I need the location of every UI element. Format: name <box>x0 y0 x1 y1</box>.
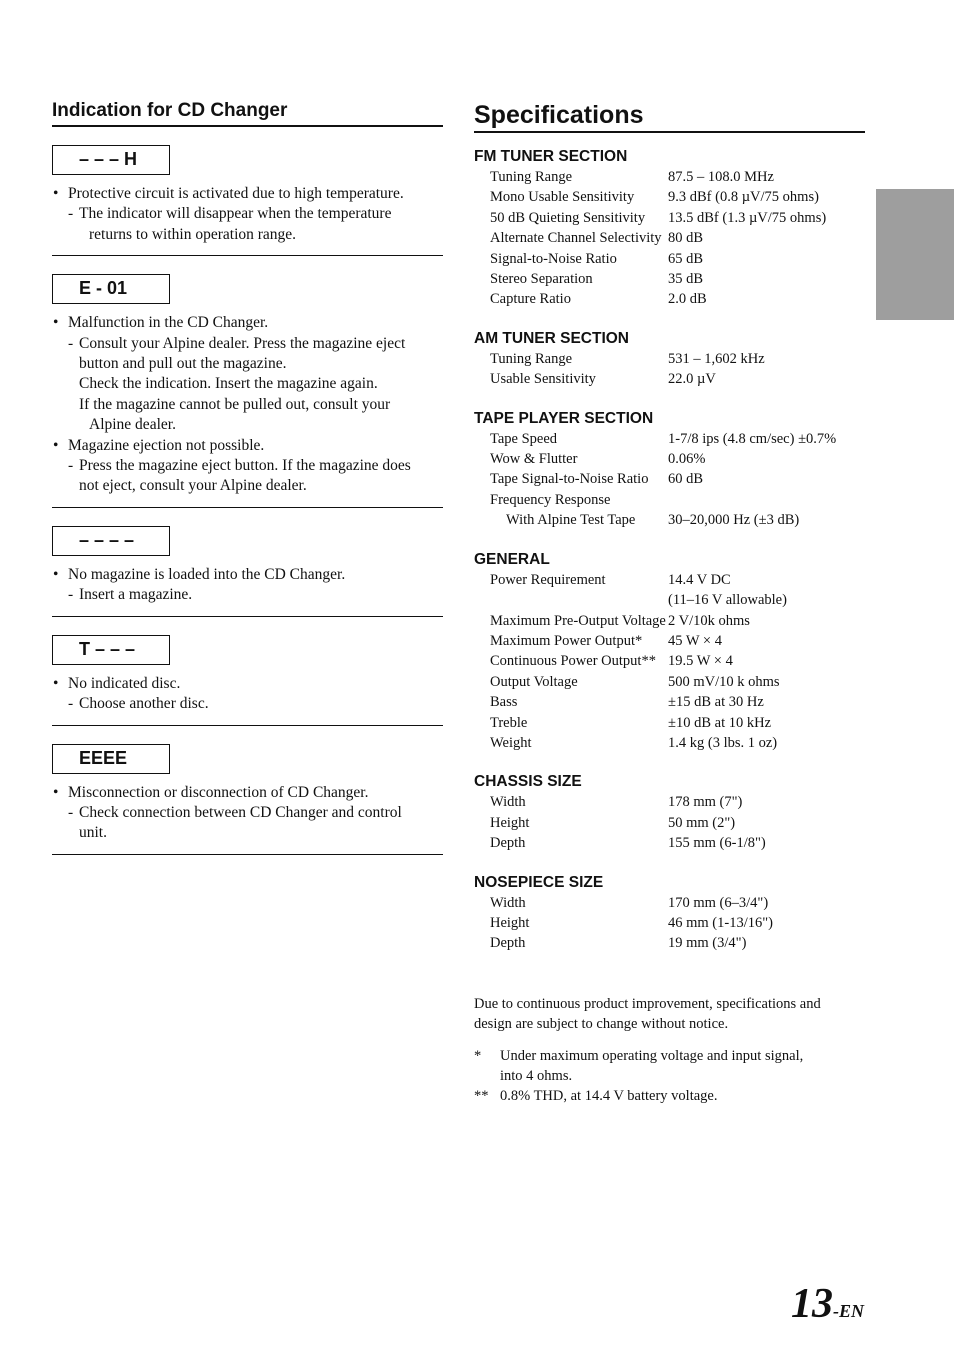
spec-row <box>474 713 865 733</box>
spec-row <box>474 429 865 449</box>
spec-value: 35 dB <box>668 271 704 288</box>
footnote-line <box>474 1066 865 1086</box>
spec-value: 0.06% <box>668 451 706 468</box>
spec-value: 2.0 dB <box>668 291 707 308</box>
spec-row <box>474 833 865 853</box>
spec-label: Output Voltage <box>490 673 578 690</box>
indication-line: Check the indication. Insert the magazine again. <box>79 375 378 393</box>
spec-label: Bass <box>490 694 518 711</box>
spec-section <box>474 772 865 853</box>
specifications-heading: Specifications <box>474 100 865 133</box>
spec-value: 19 mm (3/4") <box>668 935 747 952</box>
spec-label: Usable Sensitivity <box>490 371 596 388</box>
spec-label: Maximum Pre-Output Voltage <box>490 612 666 629</box>
notice-line: Due to continuous product improvement, specifications and <box>474 995 821 1012</box>
indication-text <box>52 565 443 616</box>
indication-block <box>52 256 443 508</box>
indication-code-box: T – – – <box>52 635 170 665</box>
spec-label: Height <box>490 914 530 931</box>
spec-value: ±10 dB at 10 kHz <box>668 714 772 731</box>
indication-line: - Press the magazine eject button. If the magazine does <box>52 456 443 476</box>
spec-value: 22.0 µV <box>668 371 716 388</box>
spec-section <box>474 409 865 531</box>
spec-row <box>474 733 865 753</box>
indication-line: - The indicator will disappear when the temperature <box>52 204 443 224</box>
spec-label: Width <box>490 794 526 811</box>
indication-line: - Consult your Alpine dealer. Press the magazine eject <box>52 334 443 354</box>
spec-section-title: AM TUNER SECTION <box>474 329 629 347</box>
spec-value: 1.4 kg (3 lbs. 1 oz) <box>668 734 778 751</box>
page-number-suffix: -EN <box>833 1301 864 1321</box>
spec-label: Wow & Flutter <box>490 451 578 468</box>
footnote-text: into 4 ohms. <box>500 1068 573 1084</box>
indication-line: • No indicated disc. <box>52 674 443 694</box>
spec-row <box>474 672 865 692</box>
spec-label: Frequency Response <box>490 491 611 508</box>
spec-row <box>474 510 865 530</box>
spec-section-title: FM TUNER SECTION <box>474 148 628 165</box>
spec-label: Height <box>490 814 530 831</box>
spec-section <box>474 147 865 310</box>
spec-notice <box>474 994 865 1035</box>
footnotes <box>474 1046 865 1107</box>
indication-code-box: – – – H <box>52 145 170 175</box>
indication-block <box>52 617 443 726</box>
indication-line: button and pull out the magazine. <box>79 355 287 373</box>
spec-value <box>668 490 865 510</box>
spec-row <box>474 289 865 309</box>
indication-line: returns to within operation range. <box>89 225 297 243</box>
indication-line: - Check connection between CD Changer and control <box>52 803 443 823</box>
indication-block <box>52 508 443 617</box>
indication-blocks <box>52 127 443 855</box>
indication-line: unit. <box>79 824 107 842</box>
spec-row <box>474 933 865 953</box>
spec-label: Mono Usable Sensitivity <box>490 189 635 206</box>
spec-row <box>474 913 865 933</box>
notice-line: design are subject to change without notice. <box>474 1016 729 1033</box>
indication-line: • Protective circuit is activated due to high temperature. <box>52 184 443 204</box>
spec-value: 1-7/8 ips (4.8 cm/sec) ±0.7% <box>668 430 837 447</box>
spec-section <box>474 329 865 390</box>
spec-value: 13.5 dBf (1.3 µV/75 ohms) <box>668 209 827 226</box>
spec-row <box>474 269 865 289</box>
spec-row <box>474 651 865 671</box>
spec-label: Tuning Range <box>490 350 573 367</box>
indication-line: • Malfunction in the CD Changer. <box>52 313 443 333</box>
spec-row <box>474 208 865 228</box>
spec-section-title: NOSEPIECE SIZE <box>474 873 604 891</box>
spec-row <box>474 813 865 833</box>
spec-section-title: CHASSIS SIZE <box>474 773 582 791</box>
spec-label: Tape Speed <box>490 430 558 447</box>
spec-label <box>474 590 668 610</box>
indication-line: • No magazine is loaded into the CD Changer. <box>52 565 443 585</box>
spec-label: 50 dB Quieting Sensitivity <box>490 209 646 226</box>
spec-section <box>474 873 865 954</box>
spec-label: Capture Ratio <box>490 291 571 308</box>
spec-row <box>474 228 865 248</box>
cd-changer-heading: Indication for CD Changer <box>52 100 443 127</box>
spec-label: Depth <box>490 835 526 852</box>
spec-value: (11–16 V allowable) <box>668 592 787 609</box>
indication-text <box>52 184 443 255</box>
spec-label: Width <box>490 894 526 911</box>
spec-value: 19.5 W × 4 <box>668 653 733 670</box>
indication-text <box>52 674 443 725</box>
page-number <box>791 1280 864 1328</box>
cd-changer-indication-column <box>52 100 443 855</box>
spec-value: 2 V/10k ohms <box>668 612 750 629</box>
section-tab-marker <box>876 189 954 320</box>
footnote-line <box>474 1086 865 1106</box>
spec-section <box>474 550 865 754</box>
spec-row <box>474 449 865 469</box>
spec-row <box>474 893 865 913</box>
spec-value: 46 mm (1-13/16") <box>668 914 773 931</box>
indication-code-box: – – – – <box>52 526 170 556</box>
spec-value: 87.5 – 108.0 MHz <box>668 169 774 185</box>
indication-line: • Magazine ejection not possible. <box>52 436 443 456</box>
spec-row <box>474 349 865 369</box>
spec-row <box>474 249 865 269</box>
footnote-text: Under maximum operating voltage and input signal, <box>500 1047 804 1064</box>
spec-row <box>474 490 865 510</box>
indication-line: - Choose another disc. <box>52 694 443 714</box>
spec-section-title: GENERAL <box>474 550 550 568</box>
spec-row <box>474 631 865 651</box>
spec-value: ±15 dB at 30 Hz <box>668 694 764 711</box>
spec-value: 60 dB <box>668 471 704 488</box>
spec-value: 178 mm (7") <box>668 794 743 811</box>
spec-label: Power Requirement <box>490 571 606 588</box>
spec-value: 45 W × 4 <box>668 632 722 649</box>
footnote-text: 0.8% THD, at 14.4 V battery voltage. <box>500 1088 718 1105</box>
indication-block <box>52 127 443 256</box>
spec-value: 9.3 dBf (0.8 µV/75 ohms) <box>668 189 819 206</box>
spec-value: 65 dB <box>668 250 704 267</box>
page-number-value: 13 <box>791 1281 833 1327</box>
footnote-line <box>474 1046 865 1066</box>
spec-label: Signal-to-Noise Ratio <box>490 250 617 267</box>
spec-row <box>474 369 865 389</box>
spec-value: 14.4 V DC <box>668 571 731 588</box>
footnote-mark <box>474 1066 500 1086</box>
spec-label: Alternate Channel Selectivity <box>490 230 662 247</box>
spec-row <box>474 611 865 631</box>
spec-value: 80 dB <box>668 230 704 247</box>
spec-label: Stereo Separation <box>490 271 593 288</box>
spec-label: Weight <box>490 734 532 751</box>
spec-row <box>474 792 865 812</box>
spec-label: Maximum Power Output* <box>490 632 643 649</box>
spec-label: Continuous Power Output** <box>490 653 656 670</box>
spec-row <box>474 167 865 187</box>
indication-line: - Insert a magazine. <box>52 585 443 605</box>
spec-value: 170 mm (6–3/4") <box>668 894 769 911</box>
spec-value: 531 – 1,602 kHz <box>668 350 765 367</box>
spec-value: 30–20,000 Hz (±3 dB) <box>668 512 800 529</box>
indication-line: not eject, consult your Alpine dealer. <box>79 477 307 495</box>
spec-value: 155 mm (6-1/8") <box>668 835 766 852</box>
indication-code-box: E - 01 <box>52 274 170 304</box>
indication-block <box>52 726 443 855</box>
spec-sections <box>474 147 865 954</box>
indication-line: Alpine dealer. <box>89 416 176 434</box>
spec-label: With Alpine Test Tape <box>506 512 636 529</box>
spec-row <box>474 590 865 610</box>
spec-label: Depth <box>490 935 526 952</box>
spec-section-title: TAPE PLAYER SECTION <box>474 409 654 427</box>
footnote-mark: * <box>474 1047 482 1064</box>
spec-label: Tape Signal-to-Noise Ratio <box>490 471 649 488</box>
spec-value: 50 mm (2") <box>668 814 736 831</box>
indication-text <box>52 783 443 854</box>
spec-row <box>474 187 865 207</box>
spec-label: Treble <box>490 714 528 731</box>
spec-row <box>474 692 865 712</box>
spec-value: 500 mV/10 k ohms <box>668 673 780 690</box>
spec-row <box>474 570 865 590</box>
spec-label: Tuning Range <box>490 169 573 185</box>
indication-line: • Misconnection or disconnection of CD Changer. <box>52 783 443 803</box>
spec-row <box>474 469 865 489</box>
footnote-mark: ** <box>474 1088 489 1105</box>
indication-line: If the magazine cannot be pulled out, consult your <box>79 395 391 413</box>
specifications-column <box>474 100 865 1107</box>
indication-code-box: EEEE <box>52 744 170 774</box>
indication-text <box>52 313 443 507</box>
